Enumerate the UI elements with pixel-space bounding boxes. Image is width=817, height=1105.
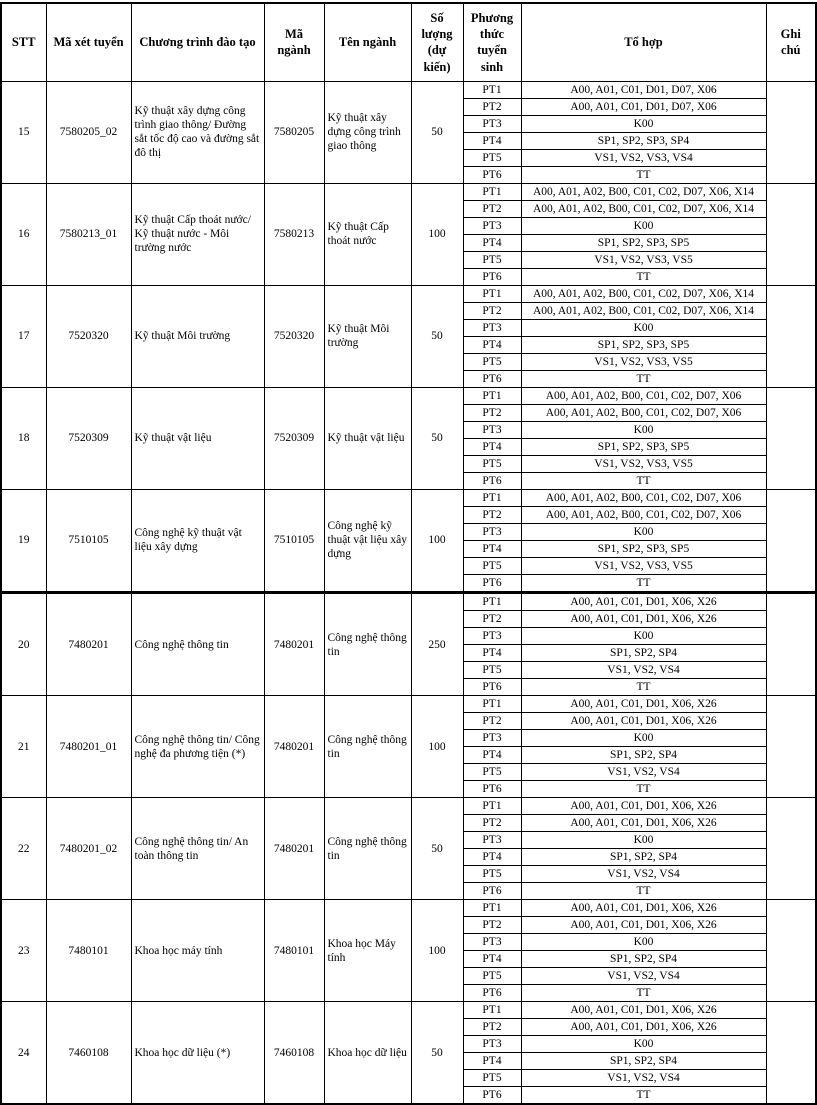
cell-stt: 15 [1,81,46,183]
cell-quota: 100 [411,696,463,798]
cell-method: PT5 [463,662,521,679]
cell-note [766,900,816,1002]
cell-combination: K00 [521,730,766,747]
cell-stt: 24 [1,1002,46,1105]
cell-stt: 17 [1,285,46,387]
header-row [1,3,816,81]
cell-method: PT4 [463,1053,521,1070]
cell-method: PT6 [463,679,521,696]
cell-major-code: 7480201 [264,592,324,695]
cell-method: PT1 [463,489,521,506]
col-header-major-code: Mã ngành [264,3,324,81]
cell-admission-code: 7520309 [46,387,131,489]
cell-method: PT6 [463,781,521,798]
cell-program: Công nghệ thông tin/ An toàn thông tin [131,798,264,900]
cell-combination: A00, A01, C01, D01, X06, X26 [521,815,766,832]
table-row [1,387,816,404]
cell-program: Khoa học dữ liệu (*) [131,1002,264,1105]
cell-quota: 50 [411,285,463,387]
cell-major-code: 7480101 [264,900,324,1002]
cell-method: PT3 [463,217,521,234]
cell-method: PT6 [463,268,521,285]
cell-method: PT1 [463,285,521,302]
cell-method: PT5 [463,866,521,883]
cell-admission-code: 7480201_01 [46,696,131,798]
col-header-method: Phương thức tuyển sinh [463,3,521,81]
cell-program: Kỹ thuật Cấp thoát nước/ Kỹ thuật nước - Môi trường nước [131,183,264,285]
cell-method: PT5 [463,764,521,781]
cell-major-name: Công nghệ kỹ thuật vật liệu xây dựng [324,489,411,592]
cell-method: PT5 [463,968,521,985]
cell-program: Kỹ thuật Môi trường [131,285,264,387]
table-body [1,81,816,1104]
cell-combination: K00 [521,523,766,540]
cell-method: PT1 [463,387,521,404]
cell-combination: VS1, VS2, VS3, VS5 [521,455,766,472]
cell-combination: A00, A01, A02, B00, C01, C02, D07, X06 [521,387,766,404]
cell-combination: TT [521,574,766,592]
cell-combination: TT [521,985,766,1002]
cell-method: PT4 [463,951,521,968]
cell-quota: 250 [411,592,463,695]
cell-combination: VS1, VS2, VS3, VS5 [521,557,766,574]
cell-major-code: 7480201 [264,696,324,798]
cell-method: PT5 [463,251,521,268]
cell-method: PT3 [463,421,521,438]
cell-quota: 100 [411,489,463,592]
cell-combination: A00, A01, A02, B00, C01, C02, D07, X06, X14 [521,302,766,319]
cell-method: PT1 [463,592,521,610]
table-row [1,81,816,98]
cell-program: Khoa học máy tính [131,900,264,1002]
cell-method: PT6 [463,574,521,592]
cell-method: PT1 [463,81,521,98]
cell-admission-code: 7480101 [46,900,131,1002]
cell-method: PT1 [463,696,521,713]
cell-method: PT6 [463,370,521,387]
cell-combination: A00, A01, C01, D01, X06, X26 [521,592,766,610]
table-row [1,696,816,713]
cell-method: PT6 [463,472,521,489]
cell-method: PT5 [463,353,521,370]
cell-note [766,183,816,285]
cell-major-code: 7520320 [264,285,324,387]
col-header-program: Chương trình đào tạo [131,3,264,81]
cell-method: PT6 [463,166,521,183]
cell-method: PT4 [463,747,521,764]
cell-combination: VS1, VS2, VS4 [521,764,766,781]
cell-combination: A00, A01, C01, D01, D07, X06 [521,81,766,98]
cell-combination: K00 [521,628,766,645]
cell-program: Công nghệ thông tin [131,592,264,695]
cell-quota: 100 [411,900,463,1002]
cell-major-code: 7580205 [264,81,324,183]
cell-combination: A00, A01, C01, D01, D07, X06 [521,98,766,115]
cell-method: PT6 [463,883,521,900]
cell-combination: TT [521,883,766,900]
cell-major-name: Công nghệ thông tin [324,696,411,798]
cell-combination: VS1, VS2, VS4 [521,866,766,883]
cell-combination: A00, A01, C01, D01, X06, X26 [521,610,766,627]
col-header-note: Ghi chú [766,3,816,81]
cell-quota: 100 [411,183,463,285]
cell-combination: SP1, SP2, SP3, SP4 [521,132,766,149]
cell-combination: TT [521,679,766,696]
cell-method: PT1 [463,900,521,917]
cell-note [766,696,816,798]
cell-method: PT4 [463,132,521,149]
cell-major-name: Công nghệ thông tin [324,798,411,900]
cell-admission-code: 7580205_02 [46,81,131,183]
cell-quota: 50 [411,81,463,183]
cell-note [766,285,816,387]
table-row [1,489,816,506]
cell-combination: K00 [521,934,766,951]
cell-combination: SP1, SP2, SP4 [521,1053,766,1070]
cell-combination: K00 [521,319,766,336]
cell-combination: TT [521,268,766,285]
cell-method: PT3 [463,319,521,336]
cell-combination: SP1, SP2, SP4 [521,849,766,866]
cell-combination: TT [521,166,766,183]
cell-method: PT3 [463,115,521,132]
col-header-combination: Tổ hợp [521,3,766,81]
cell-major-name: Kỹ thuật xây dựng công trình giao thông [324,81,411,183]
cell-combination: A00, A01, A02, B00, C01, C02, D07, X06, X14 [521,285,766,302]
col-header-admission-code: Mã xét tuyển [46,3,131,81]
cell-combination: VS1, VS2, VS4 [521,1070,766,1087]
cell-major-name: Khoa học Máy tính [324,900,411,1002]
cell-method: PT4 [463,645,521,662]
cell-quota: 50 [411,798,463,900]
cell-combination: A00, A01, C01, D01, X06, X26 [521,798,766,815]
cell-program: Công nghệ kỹ thuật vật liệu xây dựng [131,489,264,592]
cell-method: PT3 [463,832,521,849]
cell-method: PT1 [463,798,521,815]
cell-method: PT5 [463,149,521,166]
cell-combination: VS1, VS2, VS4 [521,662,766,679]
cell-method: PT2 [463,404,521,421]
cell-combination: A00, A01, A02, B00, C01, C02, D07, X06 [521,489,766,506]
cell-note [766,592,816,695]
cell-note [766,489,816,592]
cell-method: PT4 [463,849,521,866]
cell-stt: 22 [1,798,46,900]
cell-combination: A00, A01, A02, B00, C01, C02, D07, X06 [521,404,766,421]
cell-combination: A00, A01, A02, B00, C01, C02, D07, X06 [521,506,766,523]
cell-method: PT2 [463,610,521,627]
cell-combination: A00, A01, C01, D01, X06, X26 [521,900,766,917]
cell-stt: 18 [1,387,46,489]
cell-program: Kỹ thuật vật liệu [131,387,264,489]
cell-method: PT3 [463,1036,521,1053]
col-header-quota: Số lượng (dự kiến) [411,3,463,81]
cell-combination: A00, A01, C01, D01, X06, X26 [521,1019,766,1036]
cell-major-name: Kỹ thuật Môi trường [324,285,411,387]
cell-program: Kỹ thuật xây dựng công trình giao thông/ Đường sắt tốc độ cao và đường sắt đô thị [131,81,264,183]
cell-quota: 50 [411,1002,463,1105]
cell-combination: SP1, SP2, SP3, SP5 [521,540,766,557]
cell-method: PT2 [463,1019,521,1036]
cell-combination: A00, A01, A02, B00, C01, C02, D07, X06, X14 [521,200,766,217]
col-header-major-name: Tên ngành [324,3,411,81]
cell-combination: A00, A01, A02, B00, C01, C02, D07, X06, X14 [521,183,766,200]
cell-combination: VS1, VS2, VS4 [521,968,766,985]
cell-method: PT3 [463,523,521,540]
table-row [1,1002,816,1019]
cell-major-name: Khoa học dữ liệu [324,1002,411,1105]
cell-method: PT4 [463,438,521,455]
cell-combination: SP1, SP2, SP3, SP5 [521,234,766,251]
cell-combination: SP1, SP2, SP4 [521,645,766,662]
cell-major-code: 7580213 [264,183,324,285]
cell-method: PT6 [463,1087,521,1105]
cell-note [766,387,816,489]
cell-combination: A00, A01, C01, D01, X06, X26 [521,696,766,713]
cell-method: PT2 [463,506,521,523]
table-row [1,798,816,815]
cell-method: PT4 [463,336,521,353]
cell-combination: A00, A01, C01, D01, X06, X26 [521,1002,766,1019]
cell-combination: VS1, VS2, VS3, VS5 [521,353,766,370]
cell-method: PT5 [463,557,521,574]
cell-combination: TT [521,472,766,489]
col-header-stt: STT [1,3,46,81]
cell-major-name: Công nghệ thông tin [324,592,411,695]
cell-admission-code: 7460108 [46,1002,131,1105]
table-row [1,285,816,302]
cell-combination: TT [521,370,766,387]
cell-stt: 23 [1,900,46,1002]
cell-admission-code: 7580213_01 [46,183,131,285]
cell-admission-code: 7520320 [46,285,131,387]
cell-method: PT2 [463,200,521,217]
cell-combination: TT [521,781,766,798]
cell-major-code: 7510105 [264,489,324,592]
admissions-table [0,2,817,1105]
cell-method: PT3 [463,628,521,645]
table-row [1,900,816,917]
cell-stt: 21 [1,696,46,798]
cell-method: PT1 [463,183,521,200]
cell-method: PT2 [463,302,521,319]
cell-major-name: Kỹ thuật Cấp thoát nước [324,183,411,285]
cell-note [766,1002,816,1105]
cell-method: PT2 [463,917,521,934]
cell-admission-code: 7510105 [46,489,131,592]
cell-quota: 50 [411,387,463,489]
cell-program: Công nghệ thông tin/ Công nghệ đa phương tiện (*) [131,696,264,798]
table-row [1,183,816,200]
cell-admission-code: 7480201_02 [46,798,131,900]
cell-combination: K00 [521,115,766,132]
cell-combination: K00 [521,832,766,849]
cell-combination: SP1, SP2, SP3, SP5 [521,336,766,353]
cell-method: PT4 [463,234,521,251]
cell-method: PT2 [463,98,521,115]
cell-combination: A00, A01, C01, D01, X06, X26 [521,713,766,730]
cell-combination: A00, A01, C01, D01, X06, X26 [521,917,766,934]
cell-method: PT2 [463,815,521,832]
cell-stt: 16 [1,183,46,285]
cell-method: PT3 [463,934,521,951]
cell-combination: K00 [521,421,766,438]
cell-major-code: 7480201 [264,798,324,900]
cell-major-code: 7520309 [264,387,324,489]
cell-method: PT4 [463,540,521,557]
cell-stt: 20 [1,592,46,695]
cell-combination: SP1, SP2, SP4 [521,951,766,968]
cell-method: PT2 [463,713,521,730]
cell-combination: TT [521,1087,766,1105]
cell-note [766,81,816,183]
cell-major-code: 7460108 [264,1002,324,1105]
cell-combination: VS1, VS2, VS3, VS5 [521,251,766,268]
table-row [1,592,816,610]
cell-major-name: Kỹ thuật vật liệu [324,387,411,489]
cell-method: PT5 [463,455,521,472]
cell-combination: K00 [521,217,766,234]
cell-admission-code: 7480201 [46,592,131,695]
cell-combination: SP1, SP2, SP3, SP5 [521,438,766,455]
cell-combination: SP1, SP2, SP4 [521,747,766,764]
cell-method: PT1 [463,1002,521,1019]
cell-method: PT5 [463,1070,521,1087]
cell-method: PT6 [463,985,521,1002]
cell-combination: K00 [521,1036,766,1053]
cell-method: PT3 [463,730,521,747]
cell-note [766,798,816,900]
cell-stt: 19 [1,489,46,592]
cell-combination: VS1, VS2, VS3, VS4 [521,149,766,166]
